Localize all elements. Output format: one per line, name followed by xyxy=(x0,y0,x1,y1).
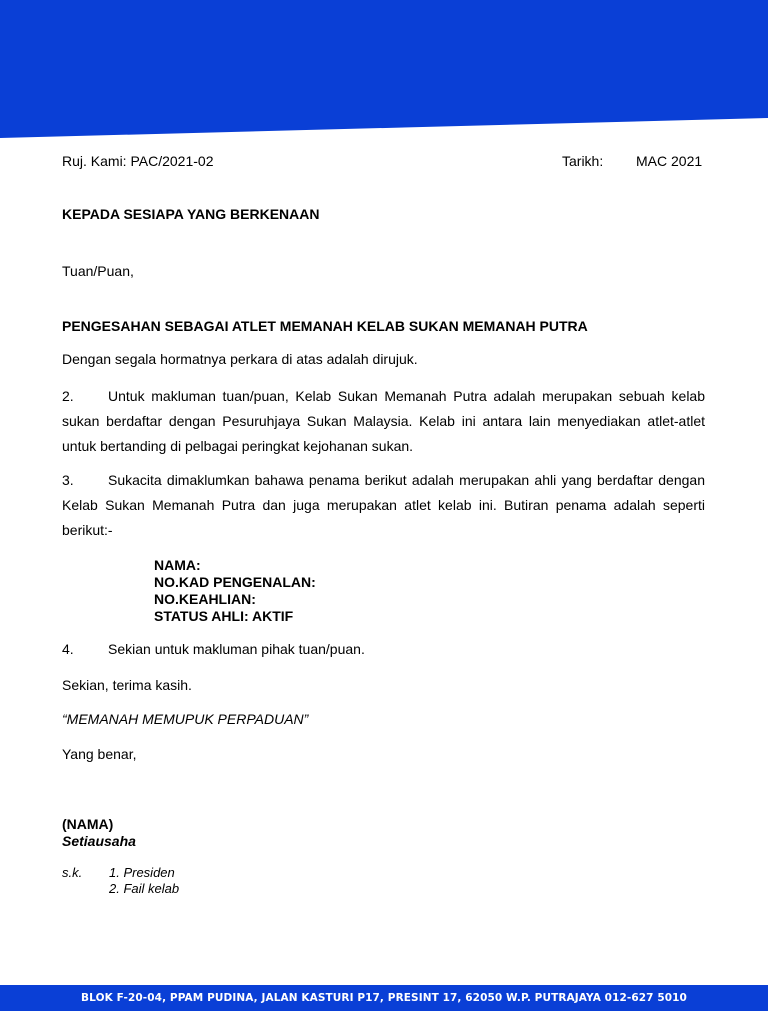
date-label: Tarikh: xyxy=(562,153,604,169)
member-details xyxy=(154,557,316,625)
header-banner-shape xyxy=(0,0,768,140)
detail-membership-number: NO.KEAHLIAN: xyxy=(154,591,256,607)
paragraph-2-number: 2. xyxy=(62,388,74,404)
reference-number: PAC/2021-02 xyxy=(130,153,214,169)
cc-label: s.k. xyxy=(62,865,83,880)
paragraph-3-text: Sukacita dimaklumkan bahawa penama berikut adalah merupakan ahli yang berdaftar dengan Kelab Sukan Memanah Putra dan juga merupakan atlet kelab ini. Butiran penama adalah seperti berikut:- xyxy=(62,472,705,538)
paragraph-4 xyxy=(62,637,705,662)
sign-off: Yang benar, xyxy=(62,746,137,762)
signatory-name: (NAMA) xyxy=(62,816,114,832)
addressee: KEPADA SESIAPA YANG BERKENAAN xyxy=(62,206,320,222)
reference-label: Ruj. Kami: xyxy=(62,153,127,169)
paragraph-4-number: 4. xyxy=(62,641,74,657)
paragraph-3-number: 3. xyxy=(62,472,74,488)
paragraph-2-text: Untuk makluman tuan/puan, Kelab Sukan Memanah Putra adalah merupakan sebuah kelab sukan berdaftar dengan Pesuruhjaya Sukan Malaysia. Kelab ini antara lain menyediakan atlet-atlet untuk bertanding di pelbagai peringkat kejohanan sukan. xyxy=(62,388,705,454)
detail-member-status: STATUS AHLI: AKTIF xyxy=(154,608,294,624)
date-value: MAC 2021 xyxy=(636,153,703,169)
cc-item-1: 1. Presiden xyxy=(109,865,175,880)
cc-item-2: 2. Fail kelab xyxy=(109,881,180,896)
reference-line xyxy=(62,153,213,170)
detail-ic-number: NO.KAD PENGENALAN: xyxy=(154,574,316,590)
paragraph-3 xyxy=(62,468,705,543)
paragraph-2 xyxy=(62,384,705,459)
signatory-title: Setiausaha xyxy=(62,833,136,849)
footer-address: BLOK F-20-04, PPAM PUDINA, JALAN KASTURI P17, PRESINT 17, 62050 W.P. PUTRAJAYA 012-627 5010 xyxy=(81,992,687,1004)
detail-name: NAMA: xyxy=(154,557,201,573)
club-motto: “MEMANAH MEMUPUK PERPADUAN” xyxy=(62,711,309,727)
footer-address-bar xyxy=(0,985,768,1011)
paragraph-4-text: Sekian untuk makluman pihak tuan/puan. xyxy=(108,641,365,657)
paragraph-1: Dengan segala hormatnya perkara di atas adalah dirujuk. xyxy=(62,351,418,367)
salutation: Tuan/Puan, xyxy=(62,263,134,279)
closing-line: Sekian, terima kasih. xyxy=(62,677,192,693)
letter-subject: PENGESAHAN SEBAGAI ATLET MEMANAH KELAB SUKAN MEMANAH PUTRA xyxy=(62,318,588,334)
header-banner xyxy=(0,0,768,140)
